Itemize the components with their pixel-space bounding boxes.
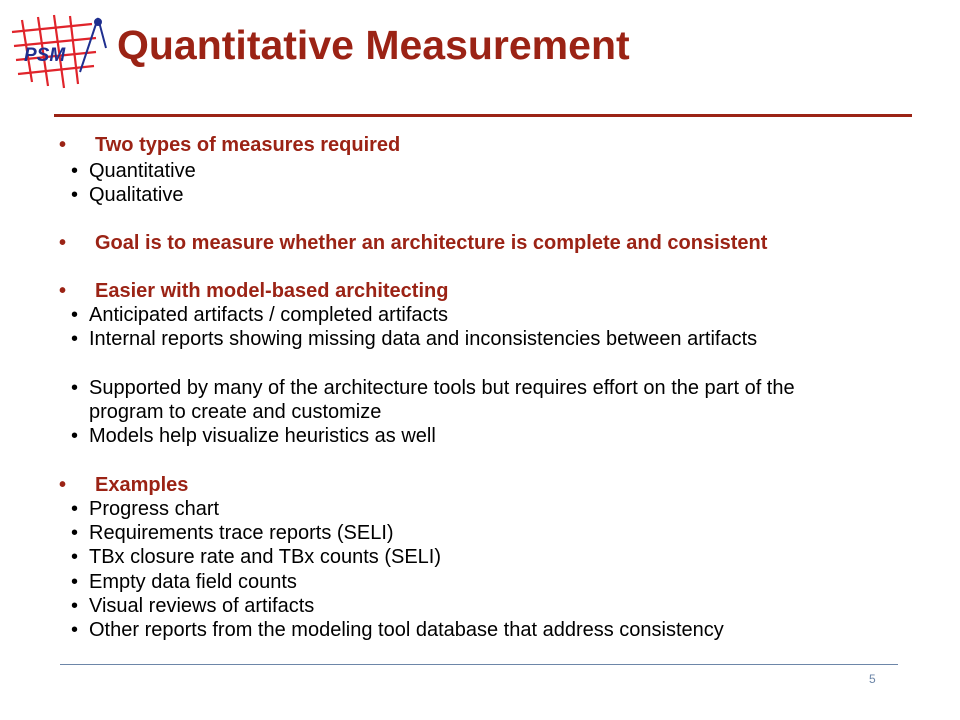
bullet-icon: • — [71, 184, 79, 206]
bullet-icon: • — [59, 280, 67, 302]
item-text: Progress chart — [89, 498, 220, 520]
item-text: Models help visualize heuristics as well — [89, 425, 436, 447]
heading-text: Goal is to measure whether an architecture is complete and consistent — [95, 232, 768, 254]
item-text: Quantitative — [89, 160, 196, 182]
item-text: Qualitative — [89, 184, 184, 206]
heading-text: Examples — [95, 474, 189, 496]
bullet-icon: • — [71, 425, 79, 447]
item-text: Other reports from the modeling tool database that address consistency — [89, 619, 724, 641]
bullet-icon: • — [71, 160, 79, 182]
item-text: Internal reports showing missing data and inconsistencies between artifacts — [89, 328, 758, 350]
bullet-icon: • — [71, 377, 79, 399]
item-text: Empty data field counts — [89, 571, 297, 593]
heading-text: Easier with model-based architecting — [95, 280, 449, 302]
bullet-icon: • — [71, 498, 79, 520]
item-text: Requirements trace reports (SELI) — [89, 522, 394, 544]
heading-text: Two types of measures required — [95, 134, 401, 156]
bullet-icon: • — [71, 522, 79, 544]
item-text: TBx closure rate and TBx counts (SELI) — [89, 546, 442, 568]
bullet-icon: • — [71, 619, 79, 641]
item-text: Visual reviews of artifacts — [89, 595, 315, 617]
bullet-icon: • — [71, 595, 79, 617]
page-number: 5 — [869, 672, 876, 686]
bullet-icon: • — [59, 474, 67, 496]
item-text: Anticipated artifacts / completed artifacts — [89, 304, 449, 326]
bullet-icon: • — [71, 546, 79, 568]
logo-text: PSM — [24, 45, 66, 66]
bullet-icon: • — [71, 304, 79, 326]
slide-title: Quantitative Measurement — [117, 22, 630, 68]
bullet-icon: • — [71, 328, 79, 350]
bullet-icon: • — [59, 232, 67, 254]
footer-divider — [60, 664, 898, 665]
bullet-icon: • — [71, 571, 79, 593]
item-text: Supported by many of the architecture tools but requires effort on the part of the program to create and customize — [89, 377, 795, 423]
bullet-icon: • — [59, 134, 67, 156]
